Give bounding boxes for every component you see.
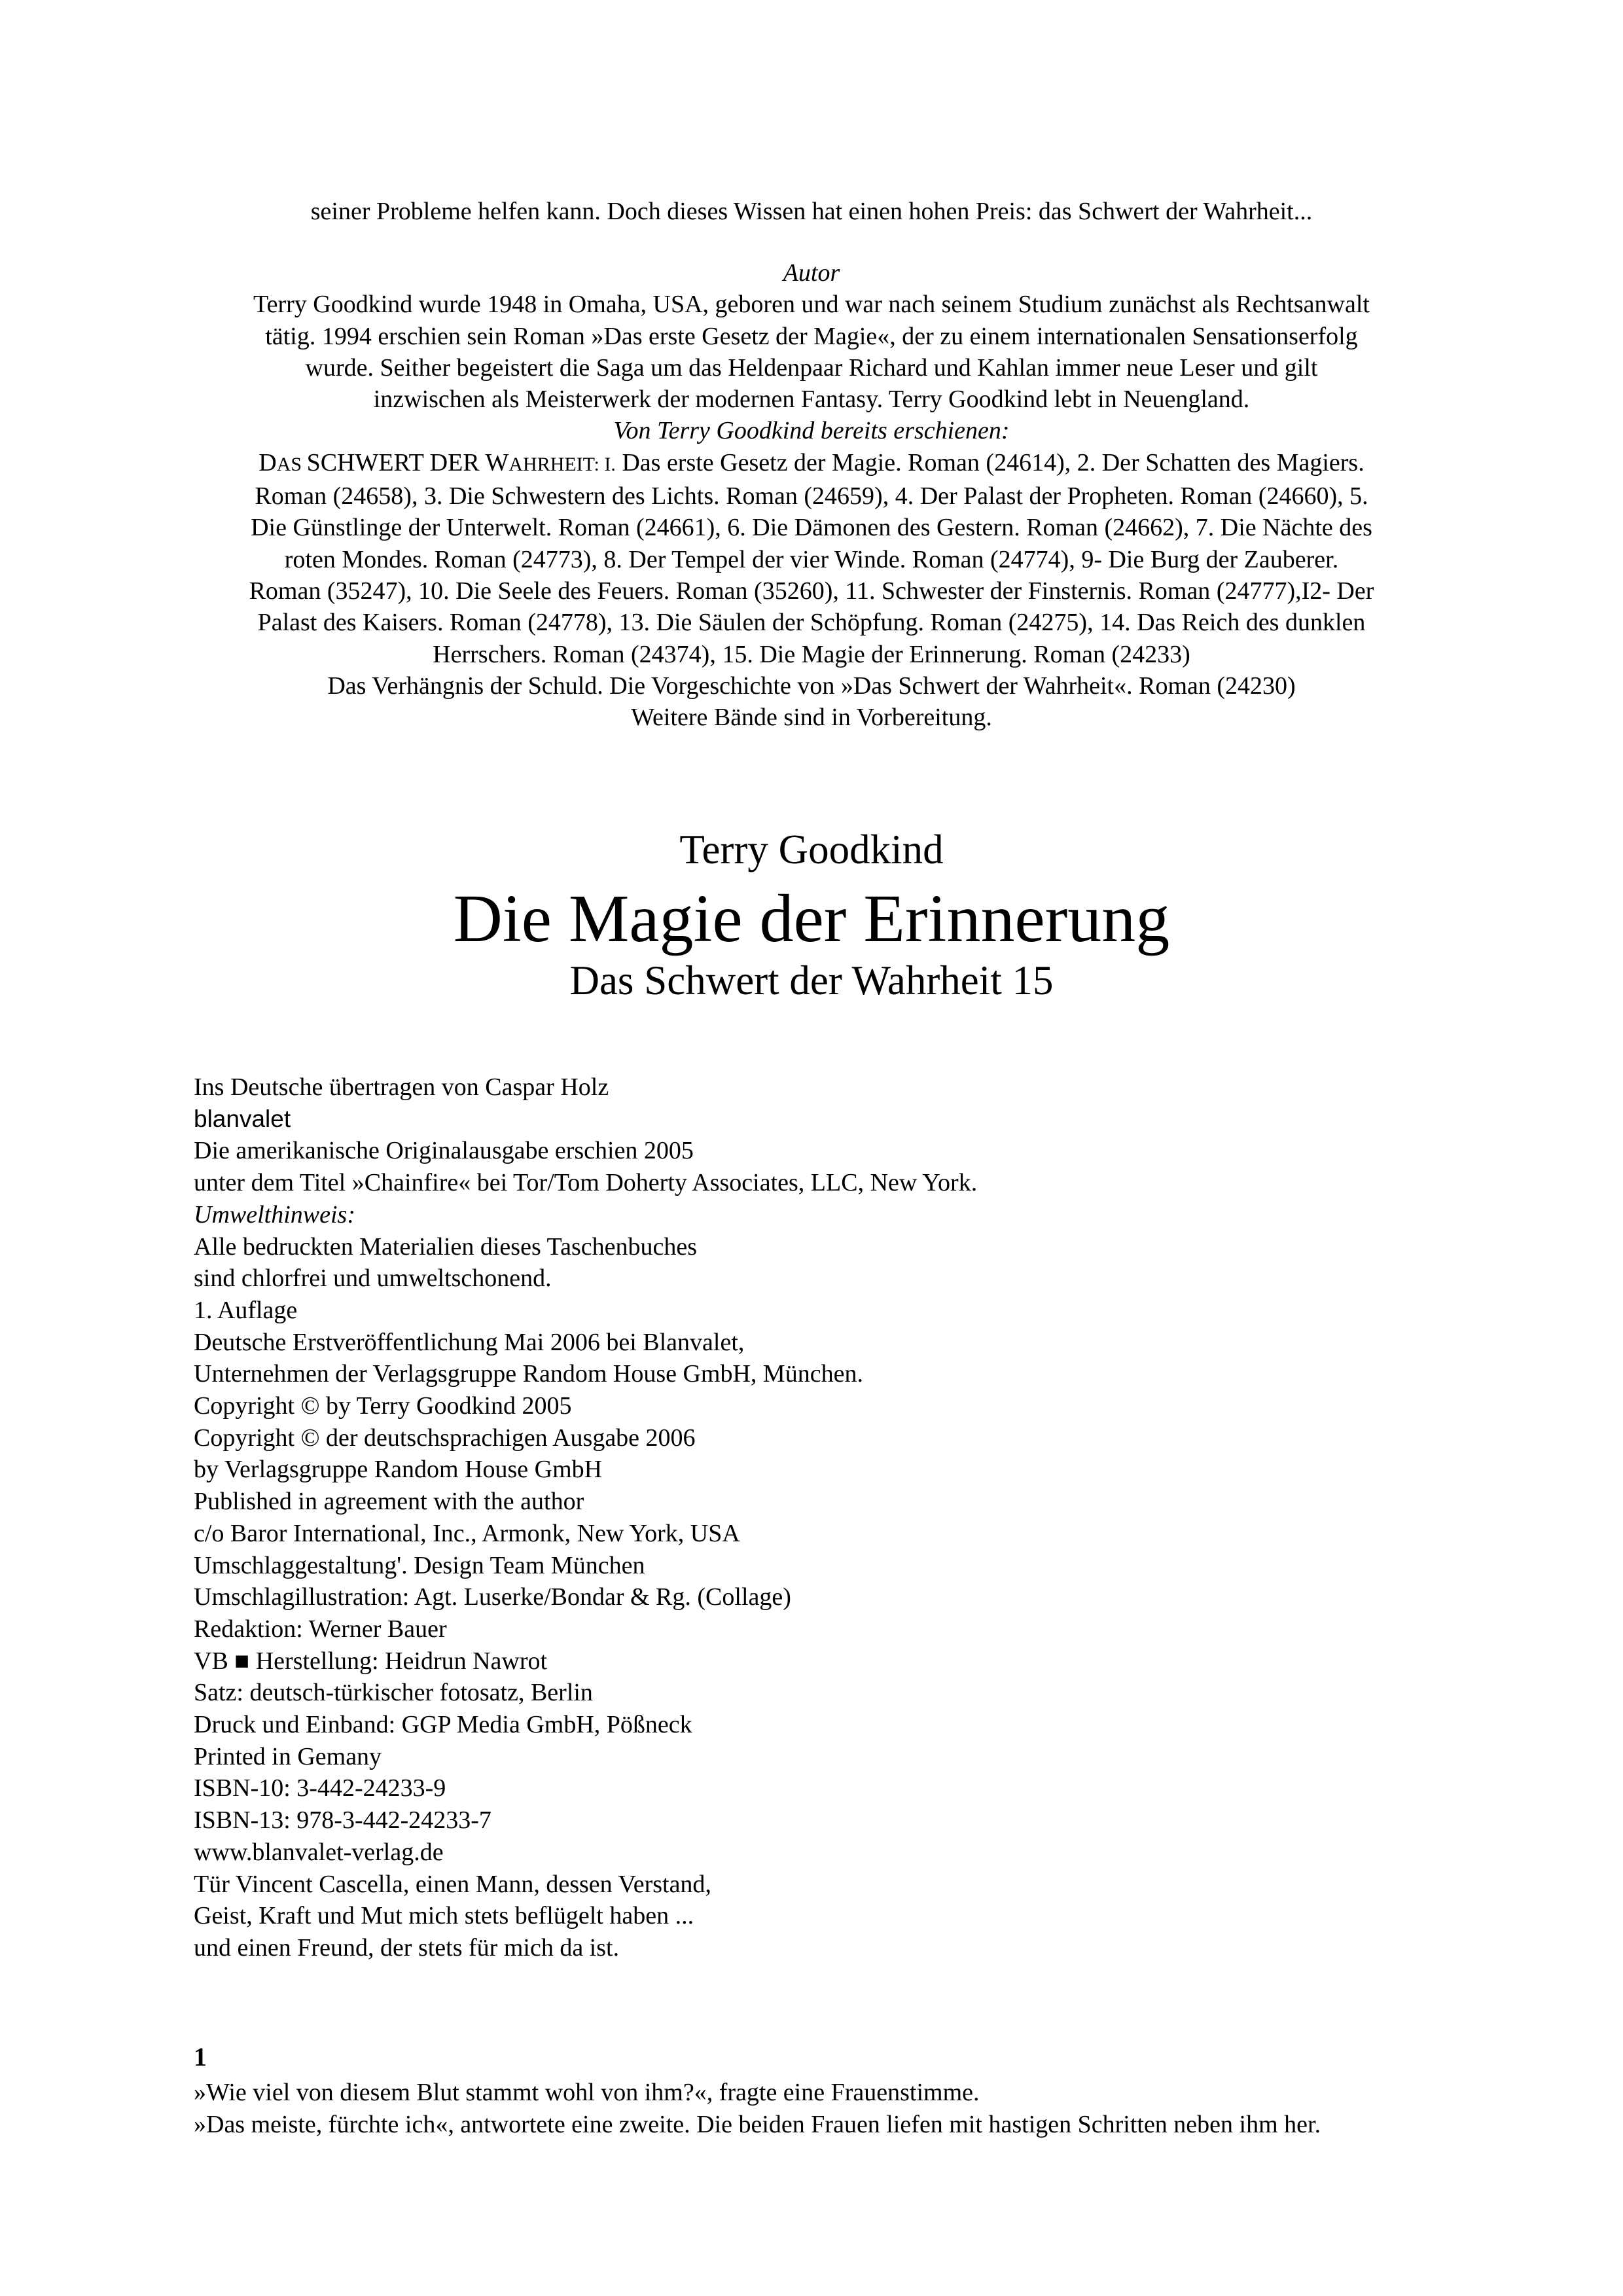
imprint-line: Printed in Gemany (194, 1742, 382, 1770)
author-bio-line: Terry Goodkind wurde 1948 in Omaha, USA, geboren und war nach seinem Studium zunächst als Rechtsanwalt (253, 291, 1370, 319)
bibliography-line: Roman (35247), 10. Die Seele des Feuers. Roman (35260), 11. Schwester der Finsternis. Roman (24777),I2- Der (249, 577, 1374, 605)
imprint-line: Satz: deutsch-türkischer fotosatz, Berlin (194, 1679, 593, 1707)
imprint-line: Redaktion: Werner Bauer (194, 1615, 447, 1643)
continuation-line: seiner Probleme helfen kann. Doch dieses Wissen hat einen hohen Preis: das Schwert der Wahrheit... (310, 198, 1313, 225)
chapter-text (194, 2077, 1321, 2140)
imprint-line: c/o Baror International, Inc., Armonk, New York, USA (194, 1519, 740, 1547)
dedication-line: und einen Freund, der stets für mich da ist. (194, 1933, 620, 1962)
author-bio-line: tätig. 1994 erschien sein Roman »Das erste Gesetz der Magie«, der zu einem internationalen Sensationserfolg (265, 322, 1358, 350)
bibliography-line: Die Günstlinge der Unterwelt. Roman (24661), 6. Die Dämonen des Gestern. Roman (24662), 7. Die Nächte des (251, 514, 1372, 542)
bibliography-heading: Von Terry Goodkind bereits erschienen: (613, 417, 1010, 445)
imprint-section (194, 1071, 1503, 1964)
bibliography-line: Palast des Kaisers. Roman (24778), 13. Die Säulen der Schöpfung. Roman (24275), 14. Das Reich des dunklen (257, 609, 1366, 637)
bibliography-line: roten Mondes. Roman (24773), 8. Der Tempel der vier Winde. Roman (24774), 9- Die Burg der Zauberer. (284, 545, 1339, 573)
imprint-line: Alle bedruckten Materialien dieses Taschenbuches (194, 1232, 698, 1261)
imprint-line: 1. Auflage (194, 1296, 298, 1324)
isbn-13: ISBN-13: 978-3-442-24233-7 (194, 1806, 491, 1835)
bibliography-line: Das Verhängnis der Schuld. Die Vorgeschichte von »Das Schwert der Wahrheit«. Roman (24230) (327, 672, 1296, 700)
translator-line: Ins Deutsche übertragen von Caspar Holz (194, 1073, 609, 1101)
imprint-line: Umschlagillustration: Agt. Luserke/Bondar & Rg. (Collage) (194, 1583, 791, 1611)
chapter-number: 1 (194, 2042, 207, 2072)
imprint-line: Deutsche Erstveröffentlichung Mai 2006 bei Blanvalet, (194, 1328, 745, 1356)
bibliography-line: Weitere Bände sind in Vorbereitung. (631, 704, 992, 732)
original-edition-line: unter dem Titel »Chainfire« bei Tor/Tom Doherty Associates, LLC, New York. (194, 1169, 978, 1197)
imprint-line: Published in agreement with the author (194, 1488, 584, 1516)
imprint-line: by Verlagsgruppe Random House GmbH (194, 1456, 603, 1484)
author-bio-line: inzwischen als Meisterwerk der modernen Fantasy. Terry Goodkind lebt in Neuengland. (373, 386, 1250, 414)
imprint-line: Copyright © der deutschsprachigen Ausgabe 2006 (194, 1424, 696, 1452)
chapter-line: »Wie viel von diesem Blut stammt wohl von ihm?«, fragte eine Frauenstimme. (194, 2079, 980, 2106)
original-edition-line: Die amerikanische Originalausgabe erschien 2005 (194, 1137, 694, 1165)
imprint-line: Copyright © by Terry Goodkind 2005 (194, 1392, 572, 1420)
author-heading: Autor (783, 259, 840, 287)
book-title: Die Magie der Erinnerung (453, 881, 1170, 956)
bibliography-line: Roman (24658), 3. Die Schwestern des Lichts. Roman (24659), 4. Der Palast der Propheten. Roman (24660), 5. (255, 482, 1368, 511)
imprint-line: Druck und Einband: GGP Media GmbH, Pößneck (194, 1711, 692, 1739)
imprint-line: Umschlaggestaltung'. Design Team München (194, 1551, 645, 1579)
book-series: Das Schwert der Wahrheit 15 (569, 958, 1054, 1003)
dedication-line: Tür Vincent Cascella, einen Mann, dessen Verstand, (194, 1870, 711, 1898)
environment-heading: Umwelthinweis: (194, 1200, 355, 1229)
bibliography-line: Herrschers. Roman (24374), 15. Die Magie der Erinnerung. Roman (24233) (433, 640, 1190, 668)
imprint-line: Unternehmen der Verlagsgruppe Random House GmbH, München. (194, 1360, 863, 1388)
bibliography-line-first: DAS SCHWERT DER WAHRHEIT: I. Das erste Gesetz der Magie. Roman (24614), 2. Der Schatten des Magiers. (259, 448, 1364, 476)
chapter-line: »Das meiste, fürchte ich«, antwortete eine zweite. Die beiden Frauen liefen mit hastigen Schritten neben ihm her. (194, 2110, 1321, 2138)
publisher-website: www.blanvalet-verlag.de (194, 1838, 444, 1866)
publisher-logo: blanvalet (194, 1105, 291, 1132)
dedication-line: Geist, Kraft und Mut mich stets beflügelt haben ... (194, 1902, 694, 1930)
title-page (164, 0, 1459, 1047)
book-author: Terry Goodkind (679, 827, 944, 872)
imprint-line: VB ■ Herstellung: Heidrun Nawrot (194, 1647, 548, 1675)
author-bio-line: wurde. Seither begeistert die Saga um das Heldenpaar Richard und Kahlan immer neue Leser und gilt (305, 353, 1318, 382)
imprint-line: sind chlorfrei und umweltschonend. (194, 1265, 552, 1293)
isbn-10: ISBN-10: 3-442-24233-9 (194, 1774, 446, 1803)
